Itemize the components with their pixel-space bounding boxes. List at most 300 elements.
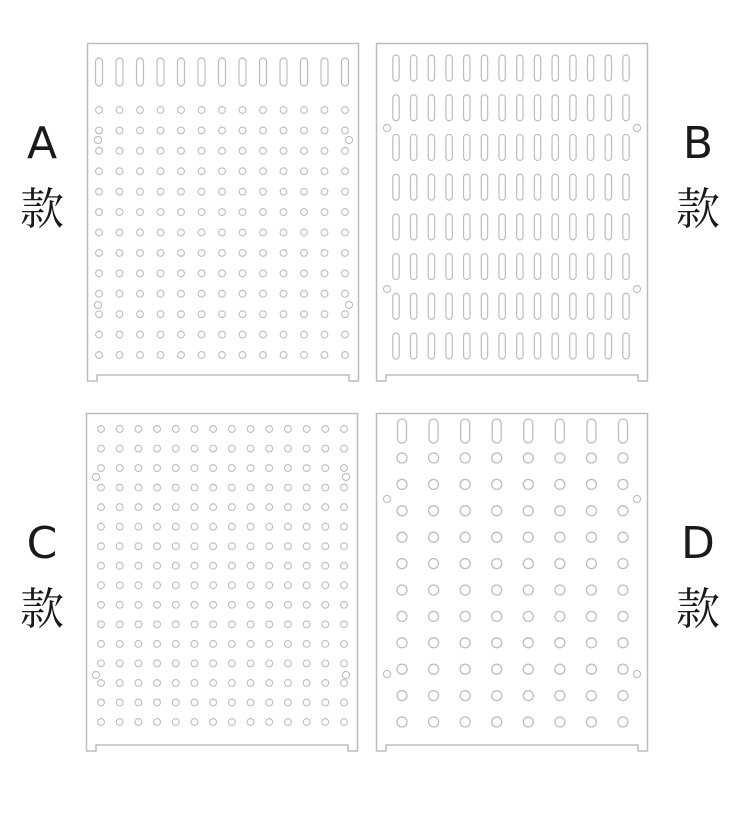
peg-hole: [260, 168, 267, 175]
peg-hole: [154, 543, 161, 550]
peg-hole: [460, 585, 470, 595]
peg-hole: [137, 127, 144, 134]
peg-hole: [157, 270, 164, 277]
peg-hole: [322, 445, 329, 452]
peg-hole: [239, 147, 246, 154]
slot-hole: [410, 333, 416, 359]
peg-hole: [98, 465, 105, 472]
peg-hole: [210, 445, 217, 452]
pegboard-panel-b: [376, 43, 648, 383]
slot-hole: [623, 254, 629, 280]
slot-hole: [428, 174, 434, 200]
peg-hole: [157, 147, 164, 154]
peg-hole: [172, 445, 179, 452]
peg-hole: [247, 601, 254, 608]
peg-hole: [247, 719, 254, 726]
peg-hole: [191, 543, 198, 550]
peg-hole: [98, 640, 105, 647]
peg-hole: [342, 250, 349, 257]
slot-hole: [428, 333, 434, 359]
slot-hole: [587, 214, 593, 240]
peg-hole: [96, 209, 103, 216]
slot-hole: [587, 419, 596, 443]
peg-hole: [178, 311, 185, 318]
peg-hole: [178, 229, 185, 236]
peg-hole: [285, 484, 292, 491]
slot-hole: [446, 293, 452, 319]
peg-hole: [116, 250, 123, 257]
slot-hole: [517, 293, 523, 319]
peg-hole: [303, 680, 310, 687]
slot-hole: [534, 95, 540, 121]
peg-hole: [98, 445, 105, 452]
peg-hole: [285, 465, 292, 472]
peg-hole: [157, 229, 164, 236]
slot-hole: [461, 419, 470, 443]
peg-hole: [342, 229, 349, 236]
peg-hole: [98, 680, 105, 687]
peg-hole: [228, 660, 235, 667]
peg-hole: [429, 585, 439, 595]
slot-hole: [587, 333, 593, 359]
peg-hole: [285, 601, 292, 608]
peg-hole: [341, 621, 348, 628]
peg-hole: [342, 209, 349, 216]
slot-hole: [393, 134, 399, 160]
peg-hole: [618, 664, 628, 674]
mount-hole: [345, 136, 352, 143]
peg-hole: [280, 352, 287, 359]
slot-hole: [481, 293, 487, 319]
peg-hole: [260, 352, 267, 359]
peg-hole: [247, 660, 254, 667]
slot-hole: [570, 333, 576, 359]
peg-hole: [210, 601, 217, 608]
slot-hole: [393, 55, 399, 81]
peg-hole: [210, 465, 217, 472]
peg-hole: [618, 611, 628, 621]
peg-hole: [586, 453, 596, 463]
peg-hole: [322, 543, 329, 550]
peg-hole: [285, 426, 292, 433]
peg-hole: [135, 601, 142, 608]
peg-hole: [137, 147, 144, 154]
peg-hole: [228, 601, 235, 608]
peg-hole: [301, 270, 308, 277]
peg-hole: [191, 562, 198, 569]
peg-hole: [342, 290, 349, 297]
peg-hole: [321, 331, 328, 338]
peg-hole: [555, 664, 565, 674]
peg-hole: [523, 664, 533, 674]
peg-hole: [228, 484, 235, 491]
peg-hole: [178, 147, 185, 154]
peg-hole: [492, 664, 502, 674]
slot-hole: [623, 293, 629, 319]
peg-hole: [172, 640, 179, 647]
peg-hole: [239, 250, 246, 257]
slot-hole: [446, 134, 452, 160]
peg-hole: [116, 311, 123, 318]
peg-hole: [618, 506, 628, 516]
peg-hole: [228, 426, 235, 433]
peg-hole: [191, 484, 198, 491]
peg-hole: [322, 601, 329, 608]
peg-hole: [342, 127, 349, 134]
mount-hole: [633, 670, 640, 677]
slot-hole: [499, 174, 505, 200]
peg-hole: [239, 290, 246, 297]
slot-hole: [137, 58, 144, 86]
peg-hole: [198, 107, 205, 114]
slot-hole: [570, 214, 576, 240]
peg-hole: [178, 107, 185, 114]
peg-hole: [135, 719, 142, 726]
peg-hole: [301, 352, 308, 359]
slot-hole: [428, 55, 434, 81]
peg-hole: [210, 680, 217, 687]
peg-hole: [322, 660, 329, 667]
peg-hole: [285, 504, 292, 511]
mount-hole: [342, 671, 349, 678]
slot-hole: [605, 95, 611, 121]
peg-hole: [397, 664, 407, 674]
peg-hole: [342, 352, 349, 359]
slot-hole: [410, 55, 416, 81]
peg-hole: [280, 209, 287, 216]
peg-hole: [98, 699, 105, 706]
peg-hole: [98, 562, 105, 569]
slot-hole: [446, 254, 452, 280]
peg-hole: [280, 107, 287, 114]
peg-hole: [460, 506, 470, 516]
peg-hole: [341, 680, 348, 687]
peg-hole: [228, 719, 235, 726]
peg-hole: [301, 250, 308, 257]
peg-hole: [172, 465, 179, 472]
peg-hole: [239, 229, 246, 236]
slot-hole: [96, 58, 103, 86]
peg-hole: [172, 582, 179, 589]
slot-hole: [393, 293, 399, 319]
peg-hole: [285, 660, 292, 667]
peg-hole: [303, 562, 310, 569]
peg-hole: [96, 250, 103, 257]
label-c-letter: C: [26, 518, 58, 569]
peg-hole: [260, 250, 267, 257]
peg-hole: [172, 543, 179, 550]
mount-hole: [92, 671, 99, 678]
peg-hole: [492, 532, 502, 542]
slot-hole: [428, 214, 434, 240]
peg-hole: [303, 523, 310, 530]
peg-hole: [321, 127, 328, 134]
peg-hole: [321, 107, 328, 114]
peg-hole: [135, 543, 142, 550]
peg-hole: [266, 660, 273, 667]
peg-hole: [191, 601, 198, 608]
peg-hole: [96, 311, 103, 318]
peg-hole: [198, 168, 205, 175]
peg-hole: [301, 107, 308, 114]
peg-hole: [429, 638, 439, 648]
peg-hole: [285, 680, 292, 687]
peg-hole: [247, 621, 254, 628]
peg-hole: [492, 717, 502, 727]
mount-hole: [94, 136, 101, 143]
peg-hole: [219, 352, 226, 359]
peg-hole: [397, 506, 407, 516]
peg-hole: [266, 465, 273, 472]
peg-hole: [322, 680, 329, 687]
peg-hole: [280, 188, 287, 195]
peg-hole: [523, 453, 533, 463]
peg-hole: [247, 582, 254, 589]
slot-hole: [605, 333, 611, 359]
peg-hole: [523, 638, 533, 648]
slot-hole: [587, 174, 593, 200]
peg-hole: [460, 717, 470, 727]
peg-hole: [116, 107, 123, 114]
slot-hole: [398, 419, 407, 443]
peg-hole: [303, 601, 310, 608]
peg-hole: [460, 611, 470, 621]
peg-hole: [116, 426, 123, 433]
slot-hole: [570, 293, 576, 319]
peg-hole: [219, 331, 226, 338]
peg-hole: [397, 638, 407, 648]
slot-hole: [552, 134, 558, 160]
peg-hole: [247, 504, 254, 511]
peg-hole: [266, 719, 273, 726]
peg-hole: [157, 352, 164, 359]
slot-hole: [552, 214, 558, 240]
slot-hole: [555, 419, 564, 443]
peg-hole: [322, 621, 329, 628]
slot-hole: [570, 134, 576, 160]
peg-hole: [198, 352, 205, 359]
peg-hole: [135, 426, 142, 433]
peg-hole: [460, 664, 470, 674]
peg-hole: [210, 621, 217, 628]
peg-hole: [210, 504, 217, 511]
peg-hole: [492, 585, 502, 595]
peg-hole: [618, 532, 628, 542]
peg-hole: [280, 229, 287, 236]
peg-hole: [228, 523, 235, 530]
slot-hole: [552, 333, 558, 359]
peg-hole: [172, 562, 179, 569]
peg-hole: [116, 621, 123, 628]
board-outline: [87, 414, 358, 752]
peg-hole: [523, 532, 533, 542]
peg-hole: [303, 660, 310, 667]
peg-hole: [247, 426, 254, 433]
slot-hole: [410, 95, 416, 121]
peg-hole: [178, 331, 185, 338]
peg-hole: [618, 453, 628, 463]
peg-hole: [322, 426, 329, 433]
peg-hole: [154, 699, 161, 706]
peg-hole: [172, 601, 179, 608]
peg-hole: [555, 479, 565, 489]
peg-hole: [321, 352, 328, 359]
peg-hole: [247, 543, 254, 550]
peg-hole: [523, 559, 533, 569]
peg-hole: [322, 504, 329, 511]
mount-hole: [633, 495, 640, 502]
slot-hole: [446, 95, 452, 121]
pegboard-panel-c: [86, 413, 358, 753]
slot-hole: [534, 174, 540, 200]
peg-hole: [492, 506, 502, 516]
peg-hole: [172, 523, 179, 530]
slot-hole: [570, 95, 576, 121]
slot-hole: [605, 254, 611, 280]
slot-hole: [623, 134, 629, 160]
slot-hole: [428, 293, 434, 319]
peg-hole: [303, 484, 310, 491]
peg-hole: [98, 523, 105, 530]
peg-hole: [178, 168, 185, 175]
slot-hole: [410, 254, 416, 280]
peg-hole: [116, 209, 123, 216]
peg-hole: [280, 168, 287, 175]
slot-hole: [623, 174, 629, 200]
peg-hole: [397, 717, 407, 727]
peg-hole: [285, 445, 292, 452]
peg-hole: [429, 453, 439, 463]
peg-hole: [228, 562, 235, 569]
peg-hole: [172, 426, 179, 433]
peg-hole: [96, 168, 103, 175]
peg-hole: [96, 147, 103, 154]
peg-hole: [172, 660, 179, 667]
slot-hole: [429, 419, 438, 443]
slot-hole: [605, 55, 611, 81]
peg-hole: [341, 660, 348, 667]
slot-hole: [534, 214, 540, 240]
peg-hole: [280, 290, 287, 297]
peg-hole: [137, 270, 144, 277]
peg-hole: [301, 168, 308, 175]
peg-hole: [322, 465, 329, 472]
slot-hole: [605, 293, 611, 319]
peg-hole: [555, 559, 565, 569]
peg-hole: [260, 127, 267, 134]
peg-hole: [135, 562, 142, 569]
peg-hole: [98, 719, 105, 726]
peg-hole: [178, 127, 185, 134]
peg-hole: [96, 270, 103, 277]
peg-hole: [96, 127, 103, 134]
peg-hole: [157, 188, 164, 195]
slot-hole: [260, 58, 267, 86]
peg-hole: [228, 582, 235, 589]
peg-hole: [135, 504, 142, 511]
peg-hole: [116, 168, 123, 175]
peg-hole: [198, 147, 205, 154]
peg-hole: [198, 270, 205, 277]
peg-hole: [301, 290, 308, 297]
peg-hole: [191, 582, 198, 589]
peg-hole: [157, 127, 164, 134]
label-d-suffix: 款: [676, 584, 720, 635]
peg-hole: [198, 229, 205, 236]
peg-hole: [96, 107, 103, 114]
slot-hole: [499, 95, 505, 121]
slot-hole: [464, 333, 470, 359]
peg-hole: [198, 250, 205, 257]
peg-hole: [429, 691, 439, 701]
peg-hole: [285, 640, 292, 647]
slot-hole: [587, 293, 593, 319]
slot-hole: [464, 174, 470, 200]
mount-hole: [94, 301, 101, 308]
slot-hole: [619, 419, 628, 443]
peg-hole: [321, 168, 328, 175]
peg-hole: [429, 664, 439, 674]
peg-hole: [191, 719, 198, 726]
peg-hole: [555, 638, 565, 648]
slot-hole: [446, 214, 452, 240]
peg-hole: [460, 532, 470, 542]
slot-hole: [410, 134, 416, 160]
peg-hole: [228, 621, 235, 628]
peg-hole: [285, 562, 292, 569]
peg-hole: [96, 229, 103, 236]
mount-hole: [383, 495, 390, 502]
peg-hole: [341, 543, 348, 550]
peg-hole: [301, 127, 308, 134]
peg-hole: [618, 717, 628, 727]
slot-hole: [428, 254, 434, 280]
peg-hole: [397, 691, 407, 701]
peg-hole: [239, 311, 246, 318]
peg-hole: [618, 585, 628, 595]
peg-hole: [523, 691, 533, 701]
peg-hole: [172, 621, 179, 628]
peg-hole: [266, 484, 273, 491]
slot-hole: [534, 293, 540, 319]
peg-hole: [172, 680, 179, 687]
peg-hole: [239, 331, 246, 338]
peg-hole: [460, 638, 470, 648]
peg-hole: [321, 147, 328, 154]
peg-hole: [322, 582, 329, 589]
peg-hole: [280, 250, 287, 257]
slot-hole: [464, 254, 470, 280]
slot-hole: [570, 55, 576, 81]
slot-hole: [552, 95, 558, 121]
peg-hole: [429, 506, 439, 516]
peg-hole: [116, 699, 123, 706]
peg-hole: [397, 453, 407, 463]
slot-hole: [301, 58, 308, 86]
slot-hole: [464, 55, 470, 81]
peg-hole: [285, 621, 292, 628]
peg-hole: [98, 426, 105, 433]
peg-hole: [492, 559, 502, 569]
peg-hole: [219, 270, 226, 277]
peg-hole: [247, 445, 254, 452]
peg-hole: [219, 229, 226, 236]
peg-hole: [135, 465, 142, 472]
peg-hole: [397, 532, 407, 542]
peg-hole: [154, 582, 161, 589]
label-c: [12, 518, 72, 636]
slot-hole: [428, 95, 434, 121]
